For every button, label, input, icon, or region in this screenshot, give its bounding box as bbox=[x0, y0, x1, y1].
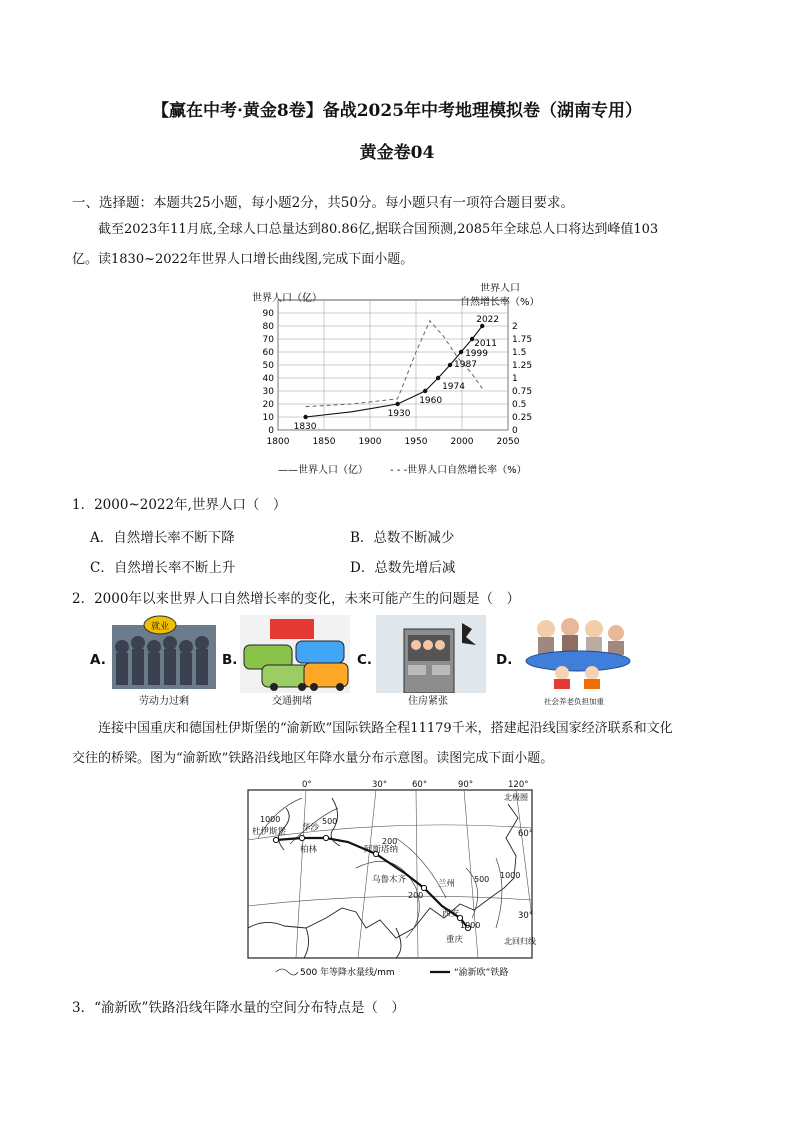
city-label-3: 阿斯塔纳 bbox=[364, 845, 399, 855]
city-label-2: 柏林 bbox=[300, 845, 318, 855]
right-axis-title-2: 自然增长率（%） bbox=[460, 297, 540, 308]
map-legend-isohyet: 500 年等降水量线/mm bbox=[300, 968, 395, 978]
y-left-tick-label: 80 bbox=[262, 322, 274, 332]
city-label-7: 重庆 bbox=[446, 935, 464, 945]
q2-stem: 2．2000年以来世界人口自然增长率的变化，未来可能产生的问题是（ ） bbox=[72, 591, 520, 607]
x-tick-label: 1850 bbox=[312, 437, 336, 447]
y-left-tick-label: 20 bbox=[262, 400, 274, 410]
population-chart bbox=[248, 283, 548, 479]
q2-caption-a: 劳动力过剩 bbox=[139, 696, 189, 707]
precipitation-map bbox=[246, 778, 546, 980]
longitude-label: 30° bbox=[372, 780, 388, 790]
q2-caption-d: 社会养老负担加重 bbox=[544, 697, 604, 706]
population-point bbox=[303, 415, 307, 419]
point-label: 2011 bbox=[474, 339, 498, 349]
q2-letter-a[interactable]: A. bbox=[90, 652, 106, 668]
page-subtitle: 黄金卷04 bbox=[359, 143, 435, 163]
isohyet-value: 1000 bbox=[260, 815, 281, 824]
q2-picture-a[interactable] bbox=[112, 615, 216, 705]
y-left-tick-label: 50 bbox=[262, 361, 274, 371]
city-label-6: 西安 bbox=[442, 909, 460, 919]
passage-1-line-1: 截至2023年11月底,全球人口总量达到80.86亿,据联合国预测,2085年全球总人口将达到峰值103 bbox=[98, 222, 659, 237]
y-right-tick-label: 0.25 bbox=[512, 413, 533, 423]
y-left-tick-label: 60 bbox=[262, 348, 274, 358]
point-label: 1930 bbox=[387, 409, 411, 419]
legend-dashed: - - -世界人口自然增长率（%） bbox=[390, 465, 527, 476]
section-heading: 一、选择题：本题共25小题，每小题2分，共50分。每小题只有一项符合题目要求。 bbox=[72, 195, 574, 211]
y-left-tick-label: 40 bbox=[262, 374, 274, 384]
y-right-tick-label: 1.75 bbox=[512, 335, 533, 345]
map-legend-rail: “渝新欧”铁路 bbox=[454, 968, 509, 978]
longitude-label: 0° bbox=[302, 780, 312, 790]
isohyet-value: 1000 bbox=[460, 921, 481, 930]
q1-option-a[interactable]: A．自然增长率不断下降 bbox=[90, 530, 235, 546]
longitude-label: 90° bbox=[458, 780, 474, 790]
q2-caption-c: 住房紧张 bbox=[408, 696, 448, 707]
passage-2 bbox=[72, 714, 732, 774]
right-axis-title-1: 世界人口 bbox=[480, 283, 520, 294]
passage-2-line-1: 连接中国重庆和德国杜伊斯堡的“渝新欧”国际铁路全程11179千米，搭建起沿线国家经济联系和文化 bbox=[98, 721, 673, 736]
y-right-tick-label: 0.5 bbox=[512, 400, 527, 410]
x-tick-label: 1900 bbox=[358, 437, 382, 447]
point-label: 1974 bbox=[442, 382, 465, 392]
passage-1-line-2: 亿。读1830~2022年世界人口增长曲线图,完成下面小题。 bbox=[72, 252, 414, 267]
y-right-tick-label: 0.75 bbox=[512, 387, 533, 397]
x-tick-label: 1800 bbox=[266, 437, 290, 447]
job-sign-text: 就业 bbox=[150, 622, 170, 632]
q2-caption-b: 交通拥堵 bbox=[272, 696, 312, 707]
city-label-5: 兰州 bbox=[438, 879, 456, 889]
point-label: 1987 bbox=[454, 360, 477, 370]
q2-letter-c[interactable]: C. bbox=[357, 652, 373, 668]
q3-stem: 3．“渝新欧”铁路沿线年降水量的空间分布特点是（ ） bbox=[72, 1000, 405, 1016]
x-tick-label: 2000 bbox=[450, 437, 474, 447]
city-label-1: 华沙 bbox=[302, 823, 320, 833]
q1-option-b[interactable]: B．总数不断减少 bbox=[350, 530, 455, 546]
isohyet-value: 500 bbox=[322, 817, 338, 826]
arctic-circle-label: 北极圈 bbox=[504, 793, 528, 802]
population-point bbox=[395, 402, 399, 406]
passage-1 bbox=[72, 215, 732, 275]
y-right-tick-label: 1 bbox=[512, 374, 518, 384]
y-left-tick-label: 10 bbox=[262, 413, 274, 423]
longitude-label: 120° bbox=[508, 780, 529, 790]
point-label: 1960 bbox=[419, 396, 443, 406]
isohyet-value: 200 bbox=[408, 891, 424, 900]
tropic-of-cancer-label: 北回归线 bbox=[504, 937, 536, 946]
q2-letter-b[interactable]: B. bbox=[222, 652, 238, 668]
q2-letter-d[interactable]: D. bbox=[496, 652, 513, 668]
latitude-label: 60° bbox=[518, 829, 534, 839]
left-axis-title: 世界人口（亿） bbox=[252, 293, 322, 304]
q1-option-d[interactable]: D．总数先增后减 bbox=[350, 560, 456, 576]
x-tick-label: 1950 bbox=[404, 437, 428, 447]
population-point bbox=[436, 376, 440, 380]
city-label-4: 乌鲁木齐 bbox=[372, 875, 407, 885]
point-label: 1999 bbox=[465, 349, 488, 359]
y-left-tick-label: 0 bbox=[268, 426, 274, 436]
point-label: 2022 bbox=[476, 315, 500, 325]
q2-picture-c[interactable] bbox=[376, 615, 480, 705]
point-label: 1830 bbox=[293, 422, 317, 432]
page-title: 【赢在中考·黄金8卷】备战2025年中考地理模拟卷（湖南专用） bbox=[151, 101, 643, 121]
y-right-tick-label: 2 bbox=[512, 322, 518, 332]
legend-solid: ——世界人口（亿） bbox=[278, 465, 368, 476]
population-point bbox=[423, 389, 427, 393]
latitude-label: 30° bbox=[518, 911, 534, 921]
q2-picture-d[interactable] bbox=[522, 615, 626, 705]
y-left-tick-label: 30 bbox=[262, 387, 274, 397]
y-right-tick-label: 1.5 bbox=[512, 348, 527, 358]
isohyet-value: 500 bbox=[474, 875, 490, 884]
x-tick-label: 2050 bbox=[496, 437, 520, 447]
longitude-label: 60° bbox=[412, 780, 428, 790]
y-left-tick-label: 90 bbox=[262, 309, 274, 319]
population-line bbox=[306, 326, 483, 417]
y-right-tick-label: 1.25 bbox=[512, 361, 533, 371]
population-point bbox=[448, 363, 452, 367]
passage-2-line-2: 交往的桥梁。图为“渝新欧”铁路沿线地区年降水量分布示意图。读图完成下面小题。 bbox=[72, 751, 554, 766]
city-label-0: 杜伊斯堡 bbox=[252, 827, 287, 837]
isohyet-value: 1000 bbox=[500, 871, 521, 880]
q1-option-c[interactable]: C．自然增长率不断上升 bbox=[90, 560, 236, 576]
isohyet-value: 200 bbox=[382, 837, 398, 846]
q1-stem: 1．2000~2022年,世界人口（ ） bbox=[72, 497, 287, 513]
y-left-tick-label: 70 bbox=[262, 335, 274, 345]
q2-picture-b[interactable] bbox=[240, 615, 344, 705]
population-point bbox=[459, 350, 463, 354]
y-right-tick-label: 0 bbox=[512, 426, 518, 436]
